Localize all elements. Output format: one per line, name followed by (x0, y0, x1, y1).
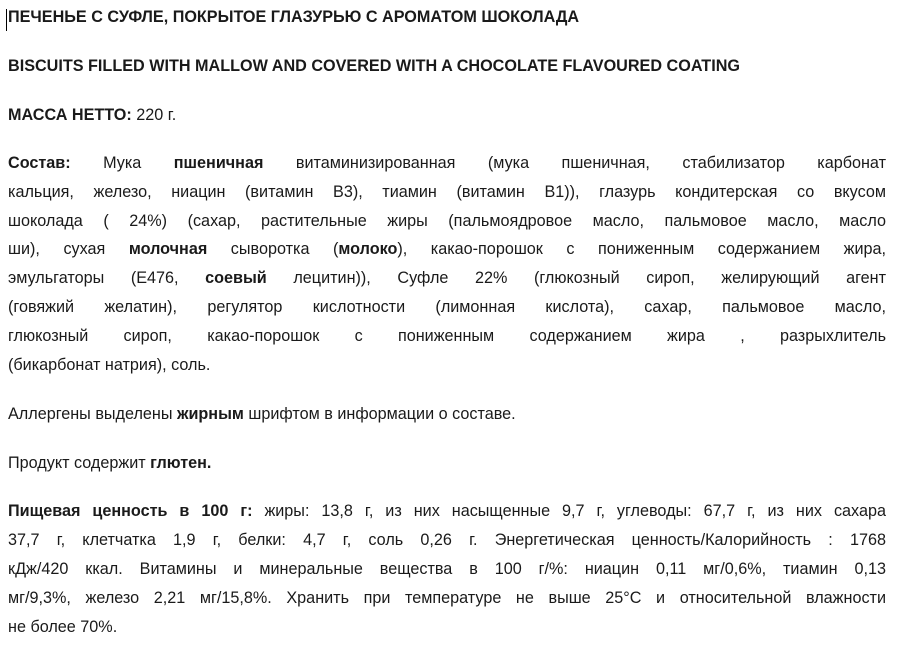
nutrition-line-1: Пищевая ценность в 100 г: жиры: 13,8 г, из них насыщенные 9,7 г, углеводы: 67,7 г, из них сахара (8, 502, 886, 520)
gluten-note: Продукт содержит глютен. (8, 454, 212, 472)
composition-line-1: Состав: Мука пшеничная витаминизированная (мука пшеничная, стабилизатор карбонат (8, 154, 886, 172)
nutrition-line-2: 37,7 г, клетчатка 1,9 г, белки: 4,7 г, соль 0,26 г. Энергетическая ценность/Калорийность : 1768 (8, 531, 886, 549)
composition-line-2: кальция, железо, ниацин (витамин В3), тиамин (витамин В1)), глазурь кондитерская со вкусом (8, 183, 886, 201)
net-weight: МАССА НЕТТО: 220 г. (8, 106, 177, 124)
product-title-en: BISCUITS FILLED WITH MALLOW AND COVERED WITH A CHOCOLATE FLAVOURED COATING (8, 57, 740, 75)
composition-line-7: глюкозный сироп, какао-порошок с пониженным содержанием жира , разрыхлитель (8, 327, 886, 345)
composition-line-5: эмульгаторы (Е476, соевый лецитин)), Суфле 22% (глюкозный сироп, желирующий агент (8, 269, 886, 287)
composition-line-3: шоколада ( 24%) (сахар, растительные жиры (пальмоядровое масло, пальмовое масло, масло (8, 212, 886, 230)
nutrition-line-3: кДж/420 ккал. Витамины и минеральные вещества в 100 г/%: ниацин 0,11 мг/0,6%, тиамин 0,13 (8, 560, 886, 578)
product-title-ru: ПЕЧЕНЬЕ С СУФЛЕ, ПОКРЫТОЕ ГЛАЗУРЬЮ С АРОМАТОМ ШОКОЛАДА (8, 8, 580, 26)
composition-line-6: (говяжий желатин), регулятор кислотности (лимонная кислота), сахар, пальмовое масло, (8, 298, 886, 316)
composition-line-8: (бикарбонат натрия), соль. (8, 356, 211, 374)
text-cursor (6, 9, 7, 31)
nutrition-line-4: мг/9,3%, железо 2,21 мг/15,8%. Хранить при температуре не выше 25°С и относительной влажности (8, 589, 886, 607)
composition-line-4: ши), сухая молочная сыворотка (молоко), какао-порошок с пониженным содержанием жира, (8, 240, 886, 258)
allergens-note: Аллергены выделены жирным шрифтом в информации о составе. (8, 405, 516, 423)
nutrition-line-5: не более 70%. (8, 618, 118, 636)
